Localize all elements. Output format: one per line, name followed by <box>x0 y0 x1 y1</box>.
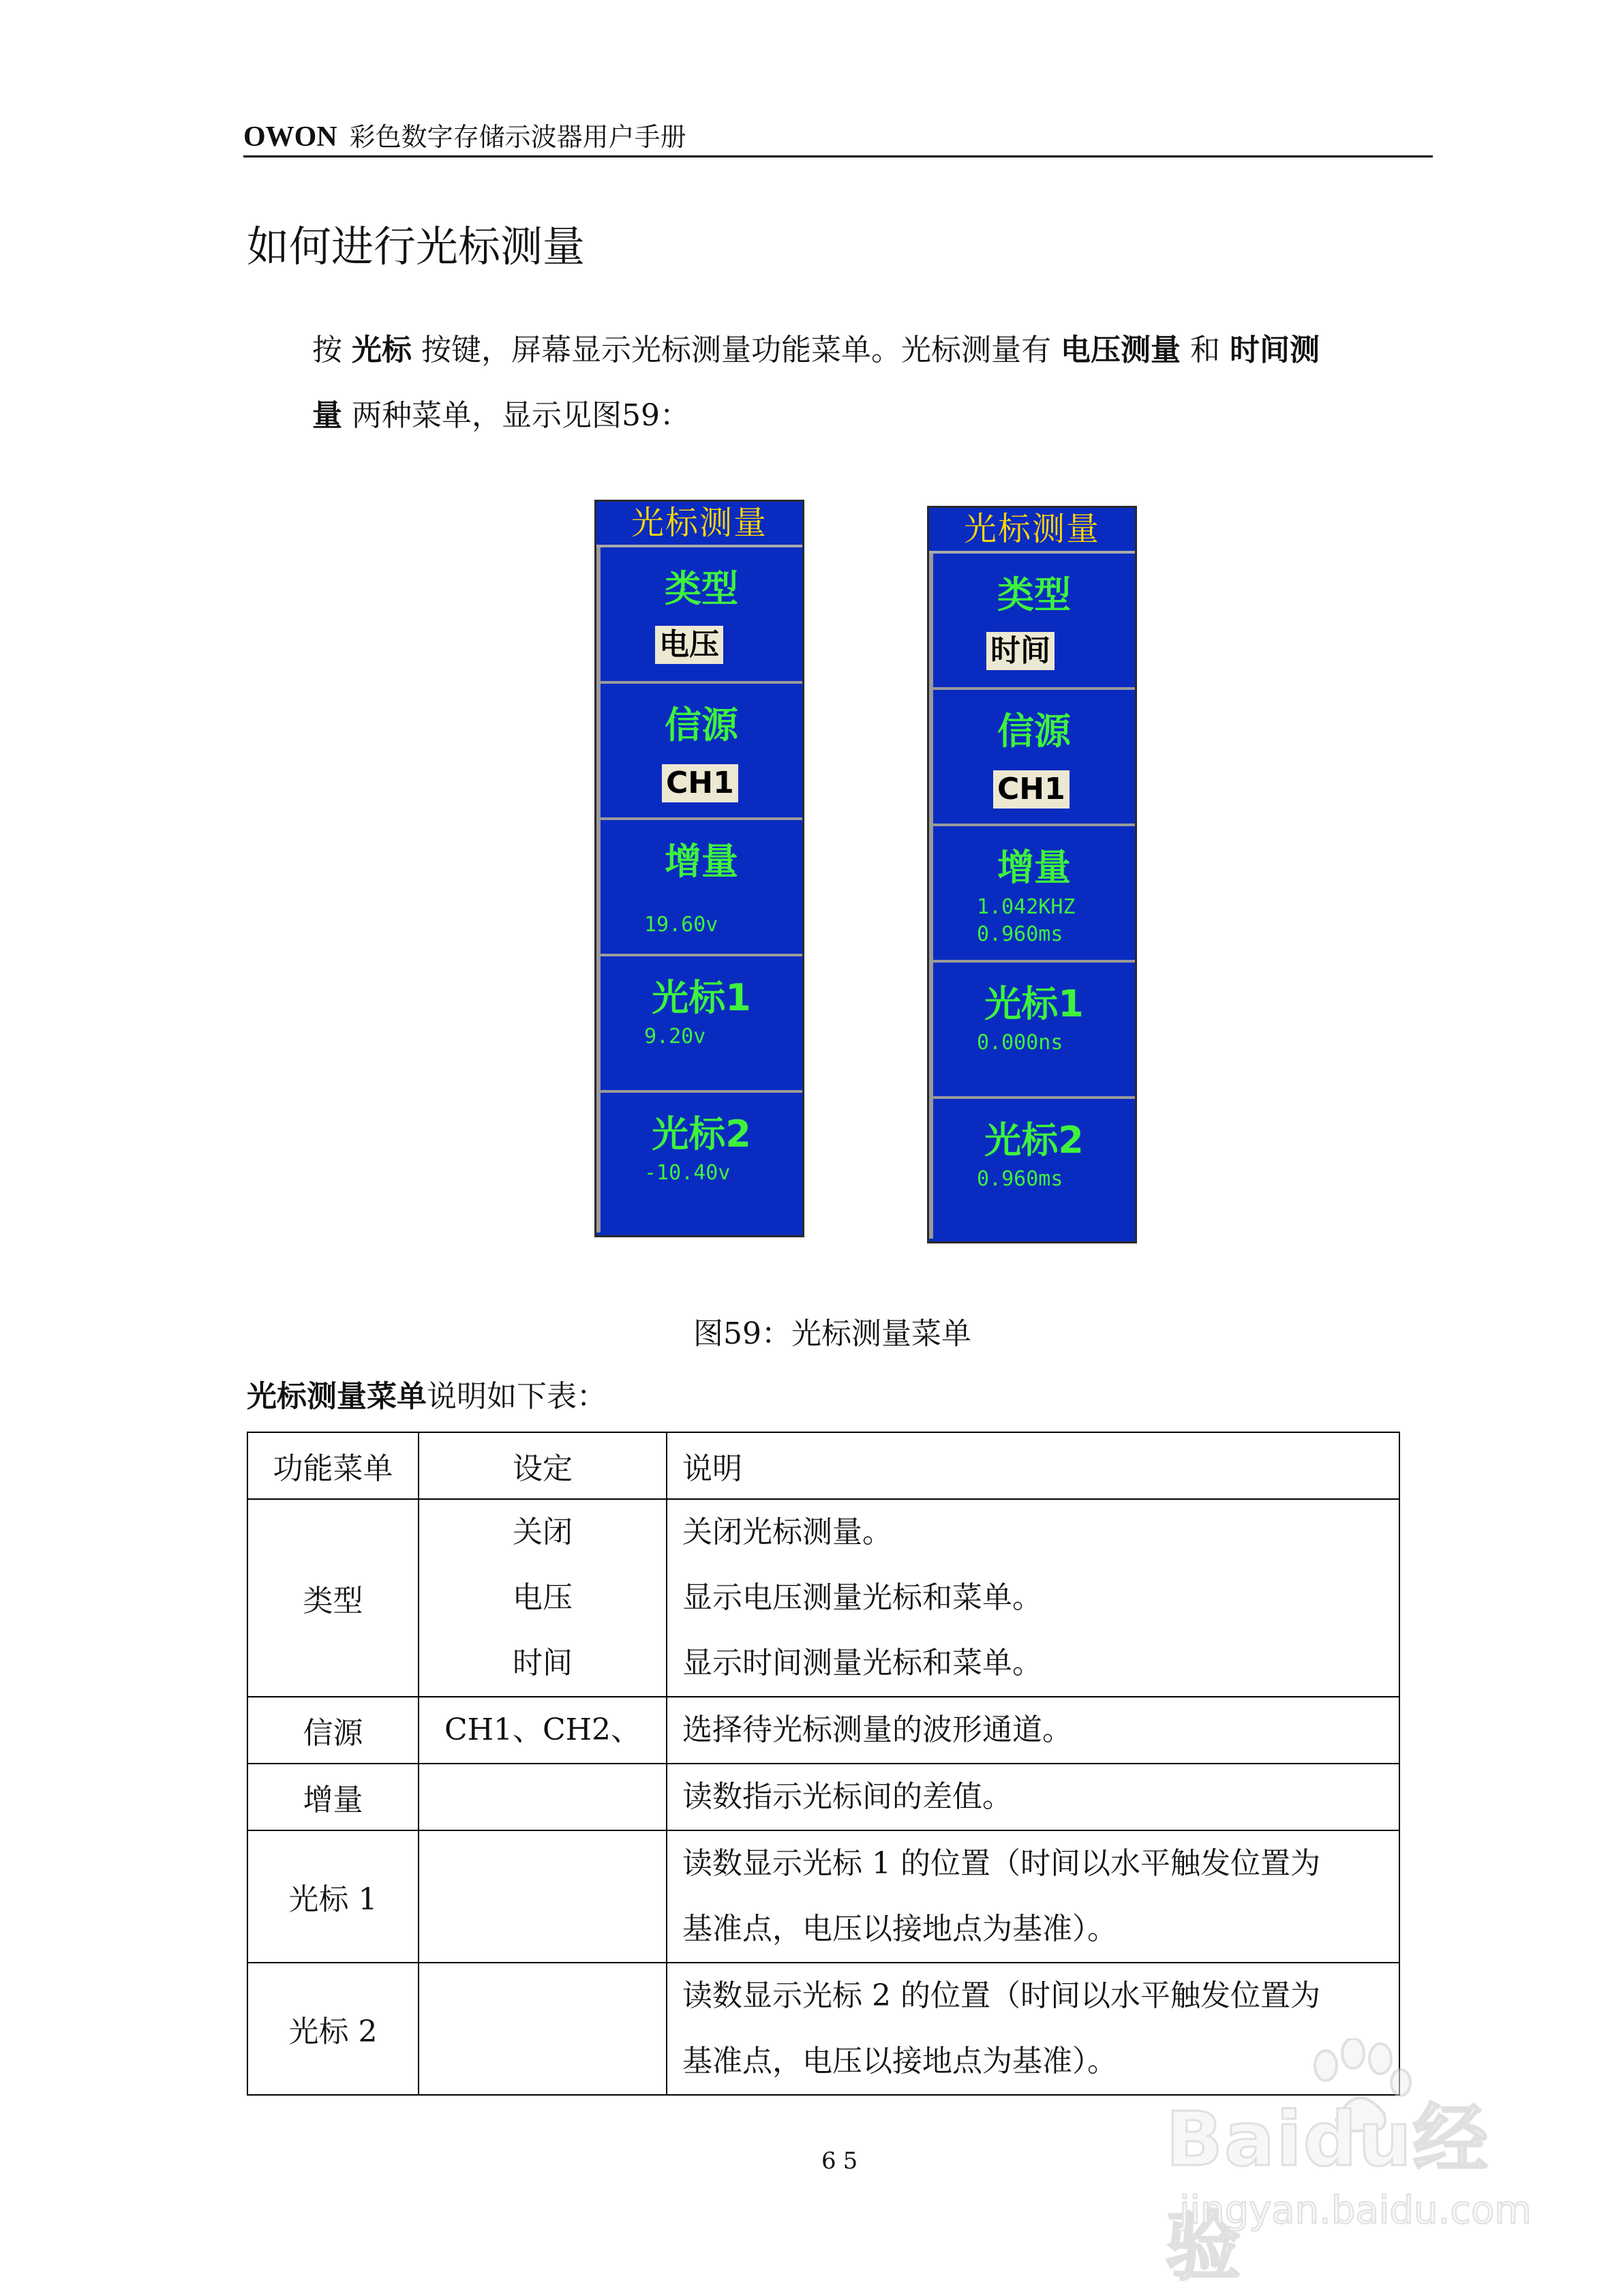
column-header: 功能菜单 <box>247 1432 419 1499</box>
description-line: 显示电压测量光标和菜单。 <box>682 1580 1042 1615</box>
menu-item-source[interactable] <box>929 690 1135 826</box>
section-title: 如何进行光标测量 <box>247 222 586 271</box>
func-cell: 光标 1 <box>247 1830 419 1963</box>
time-cursor-menu <box>927 506 1137 1243</box>
type-value: 电压 <box>655 626 723 664</box>
settings-cell <box>419 1963 667 2095</box>
page-number: 65 <box>821 2147 865 2175</box>
column-header: 说明 <box>667 1432 1399 1499</box>
intro-bold: 量 <box>312 398 342 433</box>
description-line: 基准点，电压以接地点为基准）。 <box>682 1912 1117 1946</box>
menu-item-source[interactable] <box>596 684 802 820</box>
func-cell: 光标 2 <box>247 1963 419 2095</box>
menu-item-label: 光标1 <box>652 976 751 1019</box>
intro-text: 和 <box>1180 333 1230 367</box>
description-line: 显示时间测量光标和菜单。 <box>682 1646 1042 1680</box>
cursor2-reading: -10.40v <box>644 1161 731 1185</box>
menu-item-cursor1[interactable] <box>596 956 802 1093</box>
settings-cell <box>419 1764 667 1830</box>
watermark-logo-text: Baidu经验 <box>1166 2096 1489 2291</box>
menu-title: 光标测量 <box>929 508 1135 554</box>
intro-bold: 光标 <box>352 333 412 367</box>
func-cell: 信源 <box>247 1697 419 1764</box>
delta-reading-time: 0.960ms <box>977 922 1063 946</box>
setting-value: CH1、CH2、 <box>444 1712 641 1747</box>
intro-text: 两种菜单，显示见图59： <box>342 398 690 433</box>
menu-item-cursor2[interactable] <box>929 1099 1135 1239</box>
setting-value: 关闭 <box>513 1515 573 1550</box>
menu-item-label: 光标2 <box>652 1113 751 1155</box>
page-header <box>243 116 1429 158</box>
voltage-cursor-menu <box>594 500 804 1237</box>
source-value: CH1 <box>993 770 1070 809</box>
intro-bold: 电压测量 <box>1060 333 1181 367</box>
cursor2-reading: 0.960ms <box>977 1167 1063 1191</box>
description-line: 读数指示光标间的差值。 <box>682 1779 1012 1814</box>
table-intro-bold: 光标测量菜单 <box>247 1379 427 1414</box>
menu-item-label: 信源 <box>665 704 738 746</box>
table-row <box>247 1830 1399 1963</box>
menu-item-label: 类型 <box>997 573 1071 616</box>
menu-item-cursor1[interactable] <box>929 963 1135 1099</box>
cursor-menu-table <box>247 1432 1400 2096</box>
table-header-row <box>247 1432 1399 1499</box>
column-header: 设定 <box>419 1432 667 1499</box>
menu-item-cursor2[interactable] <box>596 1093 802 1233</box>
menu-item-type[interactable] <box>929 554 1135 690</box>
settings-cell <box>419 1697 667 1764</box>
description-line: 关闭光标测量。 <box>682 1515 892 1550</box>
description-cell <box>667 1697 1399 1764</box>
menu-item-label: 增量 <box>997 846 1071 889</box>
baidu-watermark <box>1159 2052 1541 2291</box>
intro-text: 按键，屏幕显示光标测量功能菜单。光标测量有 <box>412 333 1061 367</box>
watermark-url: jingyan.baidu.com <box>1179 2188 1532 2233</box>
figure-caption: 图59：光标测量菜单 <box>693 1316 971 1351</box>
func-cell: 增量 <box>247 1764 419 1830</box>
menu-item-type[interactable] <box>596 547 802 684</box>
description-line: 基准点，电压以接地点为基准）。 <box>682 2044 1117 2079</box>
intro-line-2 <box>312 383 690 449</box>
menu-item-label: 增量 <box>665 840 738 883</box>
description-cell <box>667 1830 1399 1963</box>
description-line: 读数显示光标 2 的位置（时间以水平触发位置为 <box>682 1978 1320 2013</box>
settings-cell <box>419 1499 667 1697</box>
table-row <box>247 1499 1399 1697</box>
setting-value: 电压 <box>513 1580 573 1615</box>
header-divider <box>243 155 1433 157</box>
settings-cell <box>419 1830 667 1963</box>
menu-item-label: 类型 <box>665 567 738 610</box>
table-intro-text: 说明如下表： <box>427 1379 607 1414</box>
menu-item-delta[interactable] <box>596 820 802 956</box>
cursor1-reading: 0.000ns <box>977 1031 1063 1055</box>
delta-reading-frequency: 1.042KHZ <box>977 895 1076 919</box>
func-cell: 类型 <box>247 1499 419 1697</box>
intro-text: 按 <box>312 333 352 367</box>
setting-value: 时间 <box>513 1646 573 1680</box>
header-title: 彩色数字存储示波器用户手册 <box>349 122 686 152</box>
intro-bold: 时间测 <box>1229 333 1320 367</box>
type-value: 时间 <box>986 632 1055 670</box>
source-value: CH1 <box>662 764 738 802</box>
menu-title: 光标测量 <box>596 502 802 547</box>
description-line: 选择待光标测量的波形通道。 <box>682 1712 1072 1747</box>
header-brand: OWON <box>243 121 337 153</box>
menu-item-delta[interactable] <box>929 826 1135 963</box>
cursor1-reading: 9.20v <box>644 1025 706 1048</box>
table-intro <box>247 1372 607 1415</box>
menu-item-label: 光标2 <box>984 1119 1084 1162</box>
table-row <box>247 1697 1399 1764</box>
description-line: 读数显示光标 1 的位置（时间以水平触发位置为 <box>682 1846 1320 1881</box>
description-cell <box>667 1499 1399 1697</box>
delta-reading: 19.60v <box>644 913 718 937</box>
description-cell <box>667 1764 1399 1830</box>
menu-item-label: 光标1 <box>984 982 1084 1025</box>
table-row <box>247 1764 1399 1830</box>
intro-line-1 <box>312 318 1320 383</box>
menu-item-label: 信源 <box>997 710 1071 753</box>
